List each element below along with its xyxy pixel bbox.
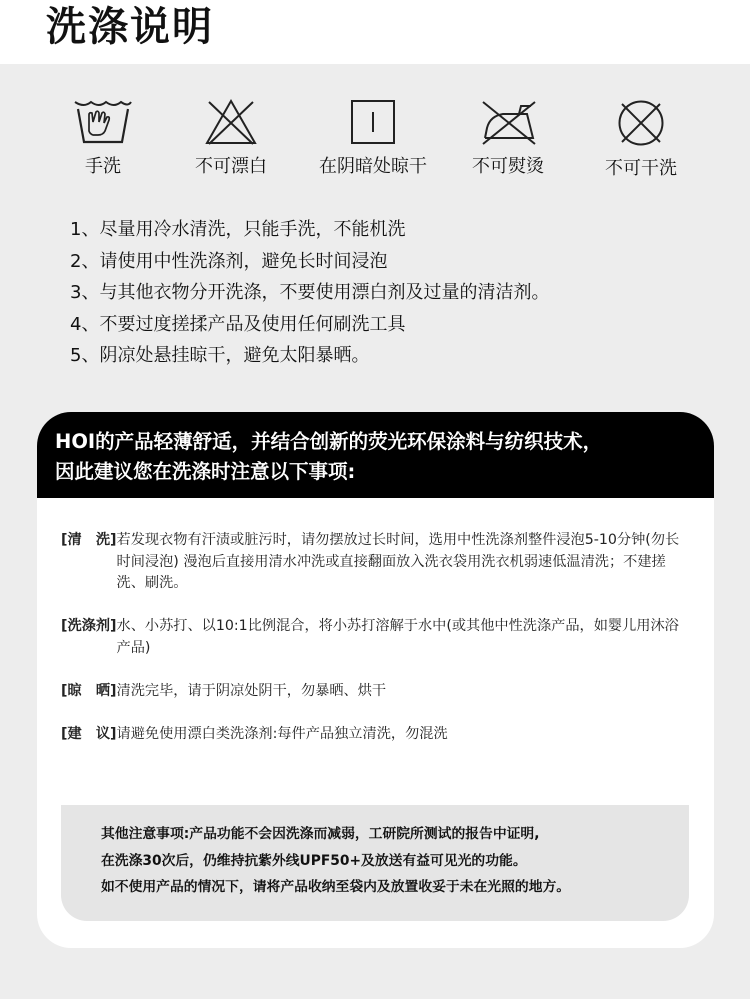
no-iron-label: 不可熨烫 xyxy=(472,156,544,177)
entry-key: [晾 晒] xyxy=(61,683,117,699)
no-iron-icon xyxy=(477,98,539,146)
rule-item: 5、阴凉处悬挂晾干，避免太阳暴晒。 xyxy=(70,345,370,366)
care-icons-row xyxy=(0,98,750,188)
page-header xyxy=(0,0,750,64)
card-heading-line: 因此建议您在洗涤时注意以下事项: xyxy=(55,460,356,483)
entry-drying xyxy=(61,681,693,703)
entry-key: [洗涤剂] xyxy=(61,618,117,634)
hand-wash-label: 手洗 xyxy=(85,156,121,177)
card-heading-line: HOI的产品轻薄舒适，并结合创新的荧光环保涂料与纺织技术， xyxy=(55,430,603,453)
care-rules-list xyxy=(70,214,710,372)
no-dry-clean-icon xyxy=(616,98,666,148)
note-line: 在洗涤30次后，仍维持抗紫外线UPF50+及放送有益可见光的功能。 xyxy=(101,852,527,869)
entry-detergent xyxy=(61,616,693,659)
entry-cleaning xyxy=(61,530,693,595)
entry-value: 请避免使用漂白类洗涤剂:每件产品独立清洗，勿混洗 xyxy=(116,726,448,742)
line-dry-in-shade-label: 在阴暗处晾干 xyxy=(319,156,427,177)
no-bleach-label: 不可漂白 xyxy=(195,156,267,177)
note-line: 其他注意事项:产品功能不会因洗涤而减弱，工研院所测试的报告中证明, xyxy=(101,826,540,842)
rule-item: 3、与其他衣物分开洗涤，不要使用漂白剂及过量的清洁剂。 xyxy=(70,282,550,303)
rule-item: 4、不要过度搓揉产品及使用任何刷洗工具 xyxy=(70,313,406,335)
line-dry-in-shade-icon xyxy=(349,98,397,146)
washing-notes-card xyxy=(37,412,714,948)
hand-wash-icon xyxy=(72,98,134,146)
entry-key: [清 洗] xyxy=(61,532,117,548)
no-dry-clean-label: 不可干洗 xyxy=(605,158,677,179)
entry-value: 水、小苏打、以10:1比例混合，将小苏打溶解于水中(或其他中性洗涤产品，如婴儿用沐浴产品) xyxy=(116,618,679,656)
other-notes-box xyxy=(61,805,689,921)
entry-value: 若发现衣物有汗渍或脏污时，请勿摆放过长时间，选用中性洗涤剂整件浸泡5-10分钟(勿长时间浸泡) 漫泡后直接用清水冲洗或直接翻面放入洗衣袋用洗衣机弱速低温清洗；不建搓洗、刷洗。 xyxy=(116,532,680,591)
care-item-line-dry-shade xyxy=(298,98,448,178)
entry-key: [建 议] xyxy=(61,726,117,742)
page-title: 洗涤说明 xyxy=(46,4,214,50)
care-item-no-dry-clean xyxy=(566,98,716,180)
entry-advice xyxy=(61,724,693,746)
card-heading xyxy=(37,412,714,498)
rule-item: 1、尽量用冷水清洗，只能手洗，不能机洗 xyxy=(70,219,406,240)
entry-value: 清洗完毕，请于阴凉处阴干，勿暴晒、烘干 xyxy=(116,683,387,699)
care-item-no-iron xyxy=(433,98,583,178)
care-item-no-bleach xyxy=(156,98,306,178)
note-line: 如不使用产品的情况下，请将产品收纳至袋内及放置收妥于未在光照的地方。 xyxy=(101,879,571,895)
no-bleach-icon xyxy=(203,98,259,146)
rule-item: 2、请使用中性洗涤剂，避免长时间浸泡 xyxy=(70,250,388,272)
